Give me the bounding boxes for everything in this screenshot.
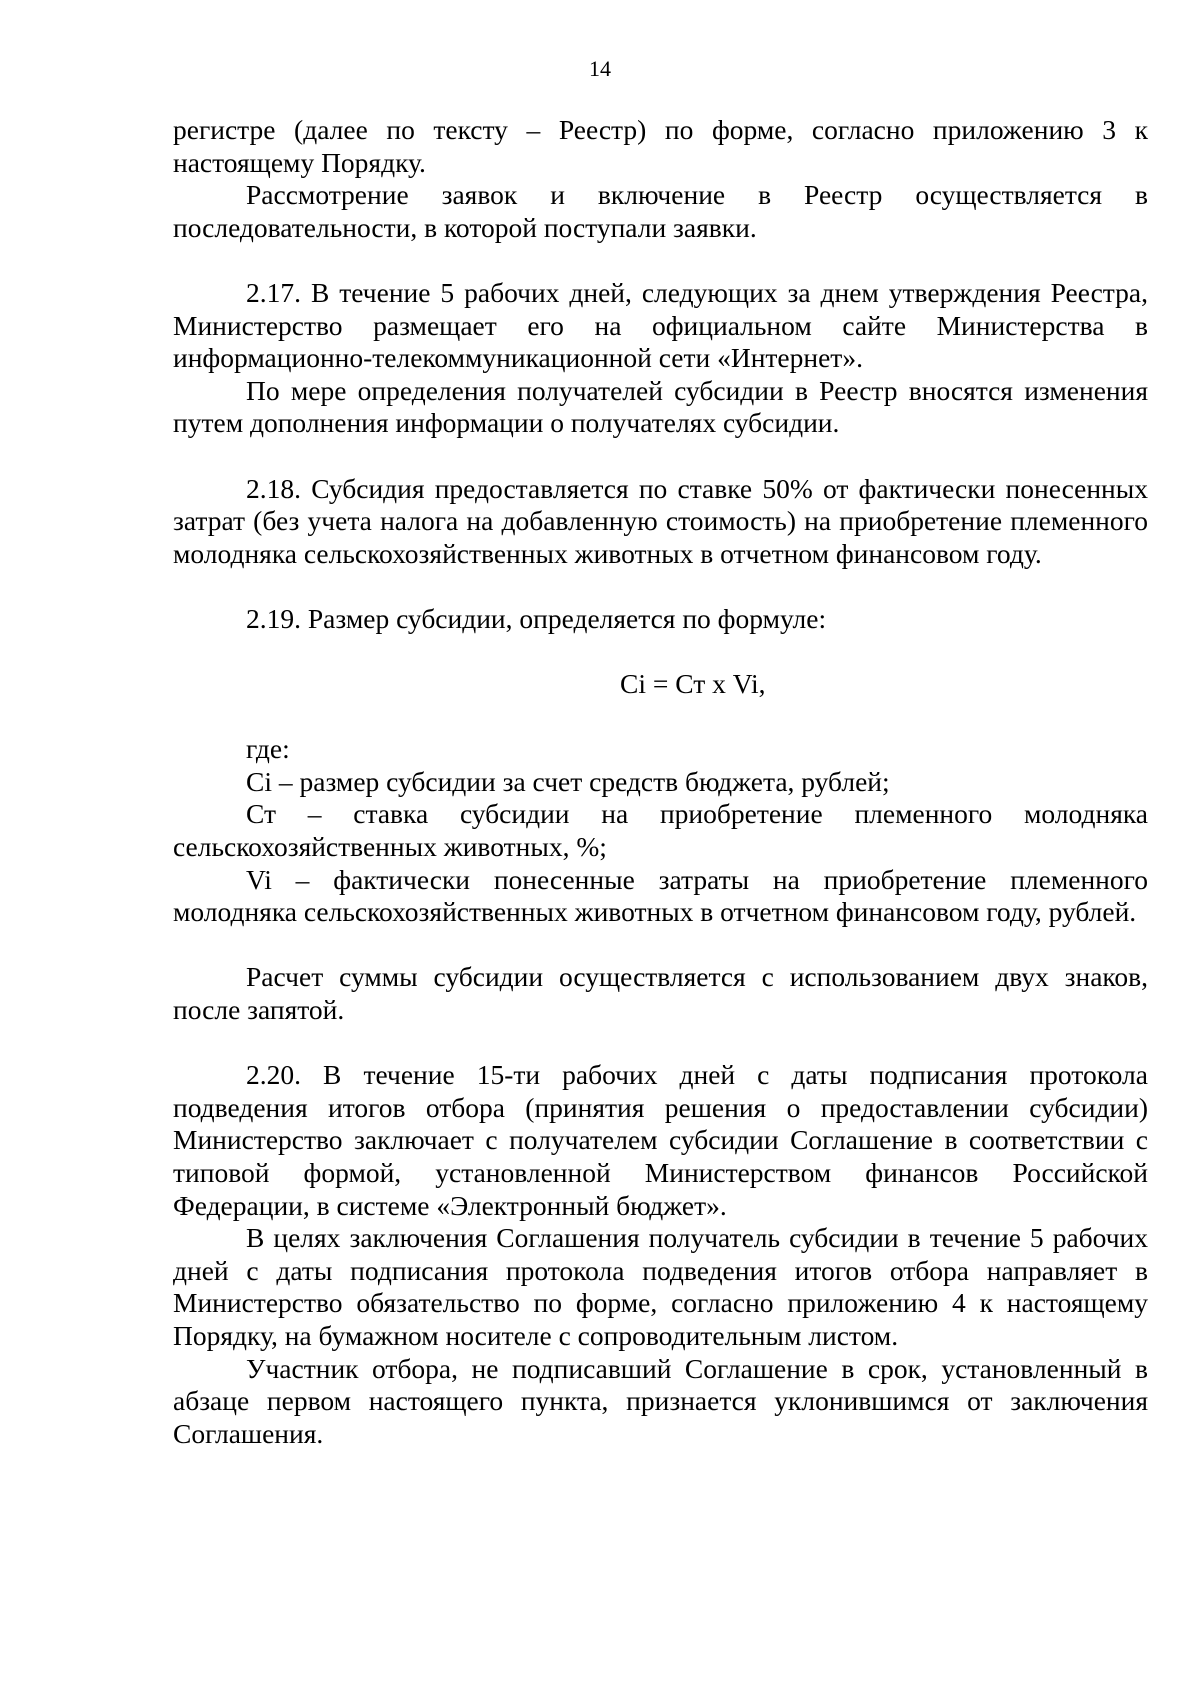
paragraph-review-order: Рассмотрение заявок и включение в Реестр осуществляется в последовательности, в которой поступали заявки. <box>173 179 1148 243</box>
paragraph-2-19: 2.19. Размер субсидии, определяется по формуле: <box>246 602 827 634</box>
paragraph-agreement-obligation: В целях заключения Соглашения получатель субсидии в течение 5 рабочих дней с даты подписания протокола подведения итогов отбора направляет в Министерство обязательство по форме, согласно приложению 4 к настоящему Порядку, на бумажном носителе с сопроводительным листом. <box>173 1222 1148 1351</box>
paragraph-evasion: Участник отбора, не подписавший Соглашение в срок, установленный в абзаце первом настоящего пункта, признается уклонившимся от заключения Соглашения. <box>173 1352 1148 1449</box>
paragraph-2-18: 2.18. Субсидия предоставляется по ставке 50% от фактически понесенных затрат (без учета налога на добавленную стоимость) на приобретение племенного молодняка сельскохозяйственных животных в отчетном финансовом году. <box>173 472 1148 569</box>
definition-ci: Ci – размер субсидии за счет средств бюджета, рублей; <box>246 765 890 797</box>
paragraph-registry-changes: По мере определения получателей субсидии в Реестр вносятся изменения путем дополнения информации о получателях субсидии. <box>173 374 1148 439</box>
paragraph-registry-form: регистре (далее по тексту – Реестр) по форме, согласно приложению 3 к настоящему Порядку. <box>173 114 1148 178</box>
formula-where-label: где: <box>246 733 290 765</box>
paragraph-2-17: 2.17. В течение 5 рабочих дней, следующих за днем утверждения Реестра, Министерство размещает его на официальном сайте Министерства в информационно-телекоммуникационной сети «Интернет». <box>173 276 1148 374</box>
subsidy-formula: Ci = Ст х Vi, <box>620 668 766 700</box>
paragraph-2-20: 2.20. В течение 15-ти рабочих дней с даты подписания протокола подведения итогов отбора (принятия решения о предоставлении субсидии) Министерство заключает с получателем субсидии Соглашение в соответствии с типовой формой, установленной Министерством финансов Российской Федерации, в системе «Электронный бюджет». <box>173 1059 1148 1221</box>
page-number: 14 <box>589 56 611 81</box>
definition-vi: Vi – фактически понесенные затраты на приобретение племенного молодняка сельскохозяйственных животных в отчетном финансовом году, рублей. <box>173 863 1148 928</box>
paragraph-calculation-precision: Расчет суммы субсидии осуществляется с использованием двух знаков, после запятой. <box>173 961 1148 1026</box>
document-body <box>173 114 1148 1450</box>
definition-st: Ст – ставка субсидии на приобретение племенного молодняка сельскохозяйственных животных, %; <box>173 798 1148 863</box>
